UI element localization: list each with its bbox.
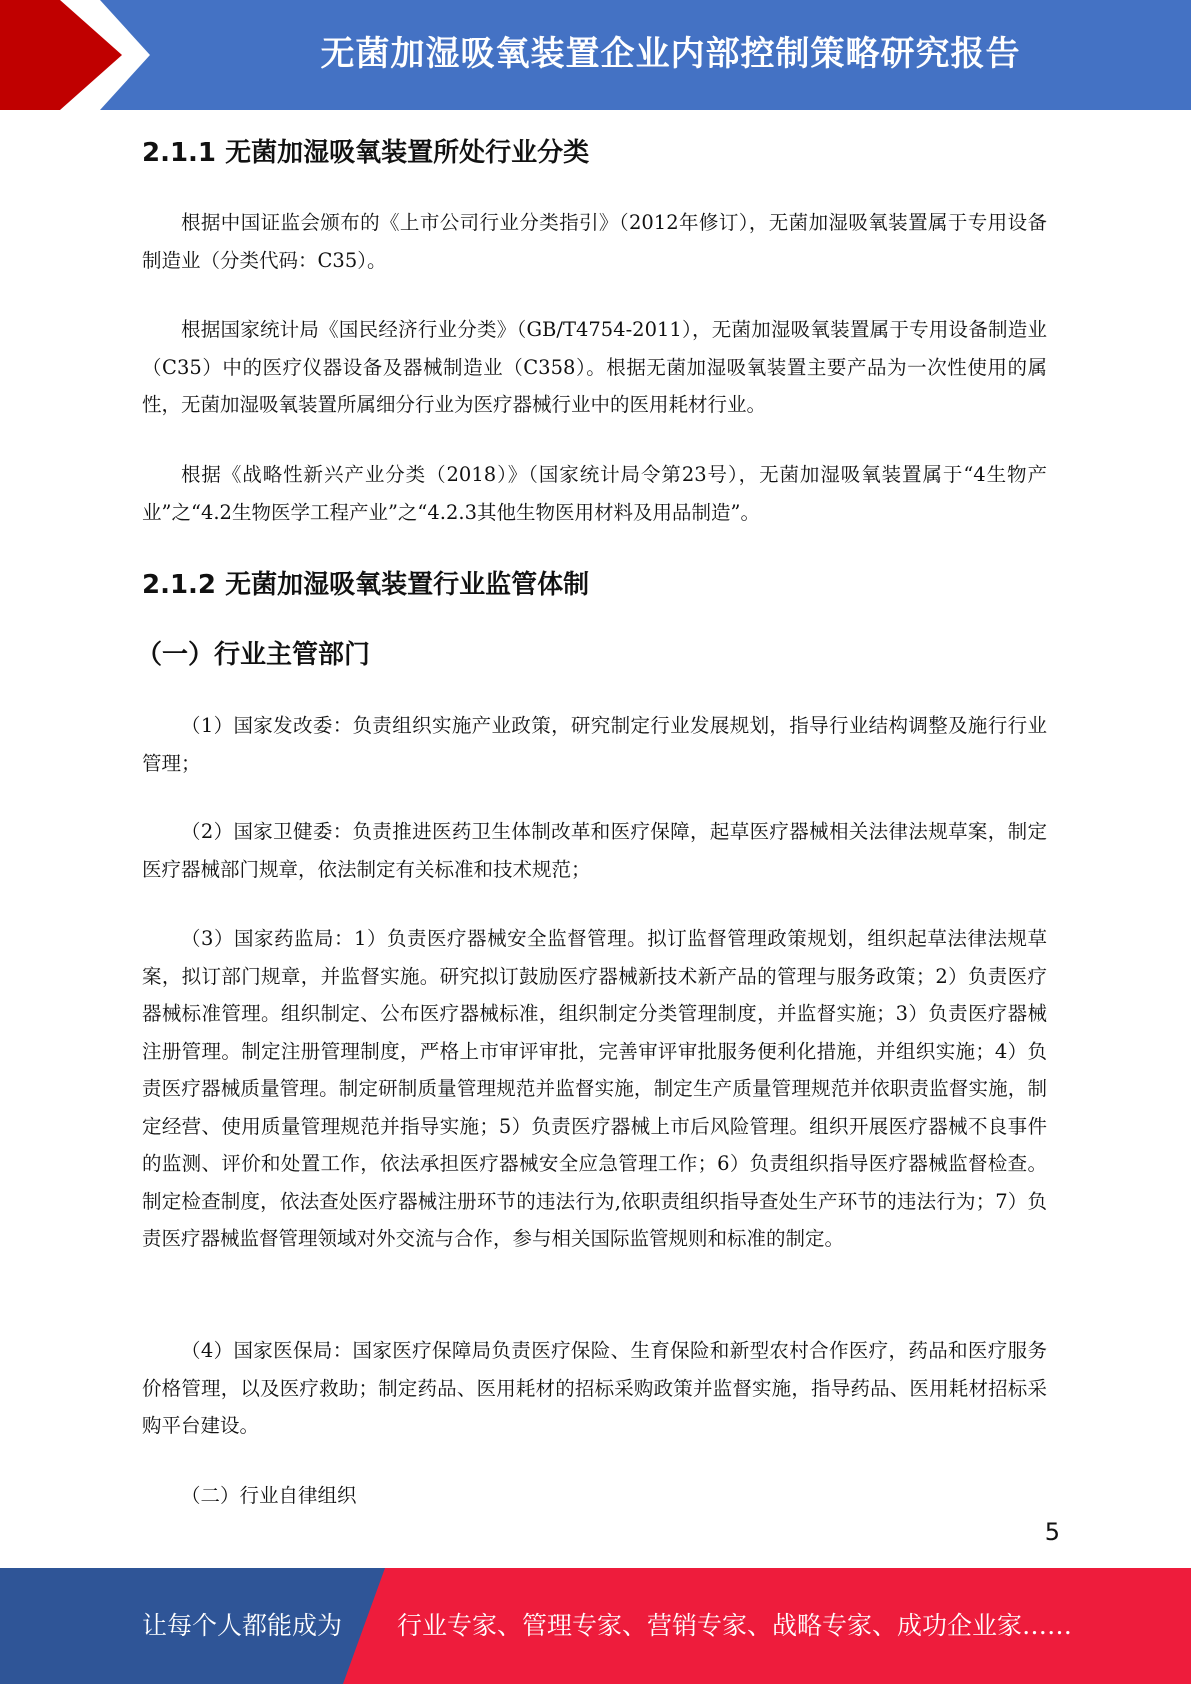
paragraph: （2）国家卫健委：负责推进医药卫生体制改革和医疗保障，起草医疗器械相关法律法规草案，制定医疗器械部门规章，依法制定有关标准和技术规范； [142,820,1047,881]
paragraph: （3）国家药监局：1）负责医疗器械安全监督管理。拟订监督管理政策规划，组织起草法律法规草案，拟订部门规章，并监督实施。研究拟订鼓励医疗器械新技术新产品的管理与服务政策；2）负责医疗器械标准管理。组织制定、公布医疗器械标准，组织制定分类管理制度，并监督实施；3）负责医疗器械注册管理。制定注册管理制度，严格上市审评审批，完善审评审批服务便利化措施，并组织实施；4）负责医疗器械质量管理。制定研制质量管理规范并监督实施，制定生产质量管理规范并依职责监督实施，制定经营、使用质量管理规范并指导实施；5）负责医疗器械上市后风险管理。组织开展医疗器械不良事件的监测、评价和处置工作，依法承担医疗器械安全应急管理工作；6）负责组织指导医疗器械监督检查。制定检查制度，依法查处医疗器械注册环节的违法行为,依职责组织指导查处生产环节的违法行为；7）负责医疗器械监督管理领域对外交流与合作，参与相关国际监管规则和标准的制定。 [142,927,1047,1250]
header-arrow-icon [0,0,160,110]
paragraph: 根据《战略性新兴产业分类（2018）》（国家统计局令第23号），无菌加湿吸氧装置属于“4生物产业”之“4.2生物医学工程产业”之“4.2.3其他生物医用材料及用品制造”。 [142,463,1047,524]
page-number: 5 [1044,1518,1060,1546]
page-footer [0,1568,1191,1684]
page-header [0,0,1191,110]
paragraph: （4）国家医保局：国家医疗保障局负责医疗保险、生育保险和新型农村合作医疗，药品和医疗服务价格管理，以及医疗救助；制定药品、医用耗材的招标采购政策并监督实施，指导药品、医用耗材招标采购平台建设。 [142,1339,1047,1437]
paragraph: 根据中国证监会颁布的《上市公司行业分类指引》（2012年修订），无菌加湿吸氧装置属于专用设备制造业（分类代码：C35）。 [142,211,1047,272]
paragraph: （1）国家发改委：负责组织实施产业政策，研究制定行业发展规划，指导行业结构调整及施行行业管理； [142,714,1047,775]
paragraph: （二）行业自律组织 [181,1484,357,1507]
section-heading-2-1-1: 2.1.1 无菌加湿吸氧装置所处行业分类 [142,138,590,168]
footer-slogan-right: 行业专家、管理专家、营销专家、战略专家、成功企业家…… [397,1611,1073,1640]
paragraph: 根据国家统计局《国民经济行业分类》（GB/T4754-2011），无菌加湿吸氧装置属于专用设备制造业（C35）中的医疗仪器设备及器械制造业（C358）。根据无菌加湿吸氧装置主要产品为一次性使用的属性，无菌加湿吸氧装置所属细分行业为医疗器械行业中的医用耗材行业。 [142,318,1047,416]
footer-slogan-left: 让每个人都能成为 [142,1611,343,1640]
report-title: 无菌加湿吸氧装置企业内部控制策略研究报告 [320,34,1021,74]
subsection-heading: （一）行业主管部门 [136,640,371,670]
section-heading-2-1-2: 2.1.2 无菌加湿吸氧装置行业监管体制 [142,570,590,600]
